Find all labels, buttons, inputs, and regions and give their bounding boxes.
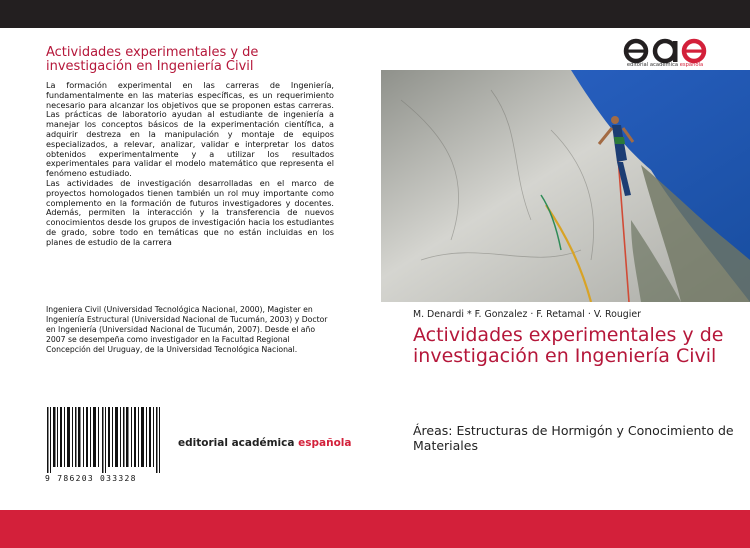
logo-caption-accent: española [679,62,704,68]
publisher-prefix: editorial académica [178,437,295,449]
publisher-name-back [178,437,352,449]
publisher-accent: española [298,437,352,449]
author-bio: Ingeniera Civil (Universidad Tecnológica Nacional, 2000), Magister en Ingeniería Estructural (Universidad Nacional de Tucumán, 2003) y Doctor en Ingeniería (Universidad Nacional de Tucumán, 2007). Desde el año 2007 se desempeña como investigador en la Facultad Regional Concepción del Uruguay, de la Universidad Tecnológica Nacional. [46,305,328,355]
back-cover-description [46,81,334,248]
bottom-bar [0,510,750,548]
front-title: Actividades experimentales y de investigación en Ingeniería Civil [413,324,724,367]
publisher-logo-icon [622,38,708,74]
logo-caption [619,62,711,68]
description-paragraph-1: La formación experimental en las carreras de Ingeniería, fundamentalmente en las materias específicas, es un requerimiento necesario para alcanzar los objetivos que se proponen estas carreras. Las prácticas de laboratorio ayudan al estudiante de ingeniería a manejar los conceptos básicos de la experimentación científica, a adquirir destreza en la manipulación y montaje de equipos especializados, a relevar, analizar, validar e interpretar los datos obtenidos experimentalmente y a utilizar los resultados experimentales para validar el modelo matemático que representa el fenómeno estudiado. [46,80,334,179]
barcode-icon [45,407,165,479]
top-bar [0,0,750,28]
back-title-line2: investigación en Ingeniería Civil [46,59,254,74]
front-authors: M. Denardi * F. Gonzalez · F. Retamal · V. Rougier [413,309,641,320]
logo-caption-prefix: editorial académica [626,62,679,68]
cover-photo-rock-climber [381,70,750,302]
front-subtitle: Áreas: Estructuras de Hormigón y Conocimiento de Materiales [413,423,734,453]
back-cover-title [46,46,346,74]
isbn-number: 9 786203 033328 [45,474,137,483]
back-title-line1: Actividades experimentales y de [46,45,259,60]
description-paragraph-2: Las actividades de investigación desarrolladas en el marco de proyectos homologados tienen también un rol muy importante como complemento en la formación de futuros investigadores y docentes. Además, permiten la interacción y la transferencia de nuevos conocimientos desde los grupos de investigación hacia los estudiantes de grado, sobre todo en temáticas que no están incluidas en los planes de estudio de la carrera [46,177,334,247]
